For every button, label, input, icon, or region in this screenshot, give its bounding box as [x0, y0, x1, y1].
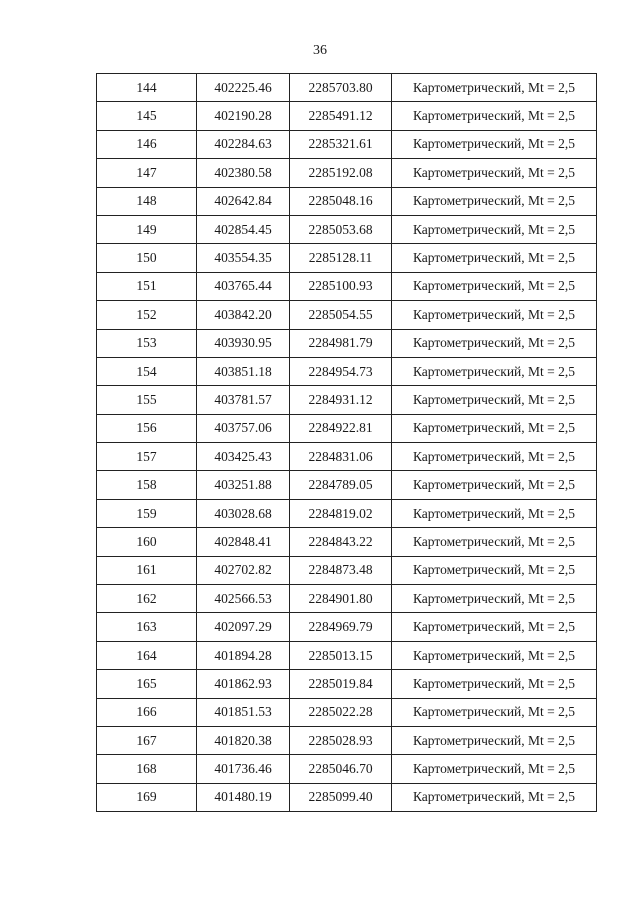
method-cell: Картометрический, Mt = 2,5	[392, 499, 597, 527]
table-row	[97, 102, 597, 130]
table-row	[97, 74, 597, 102]
table-row	[97, 528, 597, 556]
x-coordinate-cell: 402854.45	[197, 215, 290, 243]
method-cell: Картометрический, Mt = 2,5	[392, 74, 597, 102]
y-coordinate-cell: 2285013.15	[290, 641, 392, 669]
point-number-cell: 155	[97, 386, 197, 414]
y-coordinate-cell: 2284954.73	[290, 357, 392, 385]
method-cell: Картометрический, Mt = 2,5	[392, 102, 597, 130]
y-coordinate-cell: 2284931.12	[290, 386, 392, 414]
point-number-cell: 161	[97, 556, 197, 584]
x-coordinate-cell: 403842.20	[197, 301, 290, 329]
y-coordinate-cell: 2285048.16	[290, 187, 392, 215]
table-row	[97, 443, 597, 471]
point-number-cell: 145	[97, 102, 197, 130]
method-cell: Картометрический, Mt = 2,5	[392, 414, 597, 442]
point-number-cell: 164	[97, 641, 197, 669]
method-cell: Картометрический, Mt = 2,5	[392, 755, 597, 783]
table-row	[97, 726, 597, 754]
y-coordinate-cell: 2285022.28	[290, 698, 392, 726]
method-cell: Картометрический, Mt = 2,5	[392, 670, 597, 698]
method-cell: Картометрический, Mt = 2,5	[392, 443, 597, 471]
coordinates-table	[96, 73, 597, 812]
table-row	[97, 414, 597, 442]
y-coordinate-cell: 2285099.40	[290, 783, 392, 811]
table-row	[97, 187, 597, 215]
x-coordinate-cell: 403851.18	[197, 357, 290, 385]
point-number-cell: 166	[97, 698, 197, 726]
y-coordinate-cell: 2285046.70	[290, 755, 392, 783]
x-coordinate-cell: 401736.46	[197, 755, 290, 783]
point-number-cell: 150	[97, 244, 197, 272]
method-cell: Картометрический, Mt = 2,5	[392, 641, 597, 669]
x-coordinate-cell: 401480.19	[197, 783, 290, 811]
x-coordinate-cell: 401894.28	[197, 641, 290, 669]
y-coordinate-cell: 2285053.68	[290, 215, 392, 243]
point-number-cell: 169	[97, 783, 197, 811]
x-coordinate-cell: 403251.88	[197, 471, 290, 499]
method-cell: Картометрический, Mt = 2,5	[392, 301, 597, 329]
point-number-cell: 167	[97, 726, 197, 754]
method-cell: Картометрический, Mt = 2,5	[392, 386, 597, 414]
point-number-cell: 160	[97, 528, 197, 556]
y-coordinate-cell: 2285192.08	[290, 159, 392, 187]
method-cell: Картометрический, Mt = 2,5	[392, 585, 597, 613]
x-coordinate-cell: 401862.93	[197, 670, 290, 698]
table-row	[97, 783, 597, 811]
x-coordinate-cell: 403028.68	[197, 499, 290, 527]
point-number-cell: 162	[97, 585, 197, 613]
point-number-cell: 144	[97, 74, 197, 102]
method-cell: Картометрический, Mt = 2,5	[392, 528, 597, 556]
table-row	[97, 329, 597, 357]
y-coordinate-cell: 2284922.81	[290, 414, 392, 442]
page-number: 36	[313, 43, 327, 58]
method-cell: Картометрический, Mt = 2,5	[392, 329, 597, 357]
y-coordinate-cell: 2284819.02	[290, 499, 392, 527]
point-number-cell: 154	[97, 357, 197, 385]
point-number-cell: 168	[97, 755, 197, 783]
y-coordinate-cell: 2285019.84	[290, 670, 392, 698]
x-coordinate-cell: 402190.28	[197, 102, 290, 130]
y-coordinate-cell: 2285703.80	[290, 74, 392, 102]
y-coordinate-cell: 2285054.55	[290, 301, 392, 329]
point-number-cell: 159	[97, 499, 197, 527]
method-cell: Картометрический, Mt = 2,5	[392, 783, 597, 811]
table-row	[97, 215, 597, 243]
table-row	[97, 357, 597, 385]
table-row	[97, 641, 597, 669]
point-number-cell: 156	[97, 414, 197, 442]
point-number-cell: 157	[97, 443, 197, 471]
x-coordinate-cell: 401851.53	[197, 698, 290, 726]
x-coordinate-cell: 402225.46	[197, 74, 290, 102]
x-coordinate-cell: 403765.44	[197, 272, 290, 300]
x-coordinate-cell: 403425.43	[197, 443, 290, 471]
method-cell: Картометрический, Mt = 2,5	[392, 244, 597, 272]
point-number-cell: 149	[97, 215, 197, 243]
x-coordinate-cell: 402380.58	[197, 159, 290, 187]
table-row	[97, 471, 597, 499]
y-coordinate-cell: 2285321.61	[290, 130, 392, 158]
y-coordinate-cell: 2284789.05	[290, 471, 392, 499]
point-number-cell: 153	[97, 329, 197, 357]
table-row	[97, 670, 597, 698]
method-cell: Картометрический, Mt = 2,5	[392, 698, 597, 726]
table-row	[97, 244, 597, 272]
y-coordinate-cell: 2285128.11	[290, 244, 392, 272]
y-coordinate-cell: 2284873.48	[290, 556, 392, 584]
y-coordinate-cell: 2284843.22	[290, 528, 392, 556]
y-coordinate-cell: 2284969.79	[290, 613, 392, 641]
method-cell: Картометрический, Mt = 2,5	[392, 159, 597, 187]
table-row	[97, 556, 597, 584]
table-row	[97, 698, 597, 726]
table-row	[97, 301, 597, 329]
method-cell: Картометрический, Mt = 2,5	[392, 357, 597, 385]
point-number-cell: 147	[97, 159, 197, 187]
coordinates-table-body	[97, 74, 597, 812]
x-coordinate-cell: 403781.57	[197, 386, 290, 414]
y-coordinate-cell: 2284831.06	[290, 443, 392, 471]
table-row	[97, 585, 597, 613]
x-coordinate-cell: 401820.38	[197, 726, 290, 754]
x-coordinate-cell: 402642.84	[197, 187, 290, 215]
x-coordinate-cell: 403757.06	[197, 414, 290, 442]
point-number-cell: 152	[97, 301, 197, 329]
y-coordinate-cell: 2284901.80	[290, 585, 392, 613]
table-row	[97, 499, 597, 527]
method-cell: Картометрический, Mt = 2,5	[392, 726, 597, 754]
point-number-cell: 146	[97, 130, 197, 158]
method-cell: Картометрический, Mt = 2,5	[392, 130, 597, 158]
point-number-cell: 165	[97, 670, 197, 698]
table-row	[97, 159, 597, 187]
method-cell: Картометрический, Mt = 2,5	[392, 613, 597, 641]
x-coordinate-cell: 402097.29	[197, 613, 290, 641]
method-cell: Картометрический, Mt = 2,5	[392, 215, 597, 243]
x-coordinate-cell: 403554.35	[197, 244, 290, 272]
point-number-cell: 148	[97, 187, 197, 215]
x-coordinate-cell: 402848.41	[197, 528, 290, 556]
y-coordinate-cell: 2284981.79	[290, 329, 392, 357]
point-number-cell: 151	[97, 272, 197, 300]
x-coordinate-cell: 402566.53	[197, 585, 290, 613]
method-cell: Картометрический, Mt = 2,5	[392, 471, 597, 499]
y-coordinate-cell: 2285100.93	[290, 272, 392, 300]
y-coordinate-cell: 2285491.12	[290, 102, 392, 130]
method-cell: Картометрический, Mt = 2,5	[392, 187, 597, 215]
table-row	[97, 130, 597, 158]
method-cell: Картометрический, Mt = 2,5	[392, 556, 597, 584]
table-row	[97, 755, 597, 783]
table-row	[97, 272, 597, 300]
point-number-cell: 163	[97, 613, 197, 641]
x-coordinate-cell: 402702.82	[197, 556, 290, 584]
x-coordinate-cell: 402284.63	[197, 130, 290, 158]
x-coordinate-cell: 403930.95	[197, 329, 290, 357]
table-row	[97, 386, 597, 414]
table-row	[97, 613, 597, 641]
method-cell: Картометрический, Mt = 2,5	[392, 272, 597, 300]
y-coordinate-cell: 2285028.93	[290, 726, 392, 754]
point-number-cell: 158	[97, 471, 197, 499]
